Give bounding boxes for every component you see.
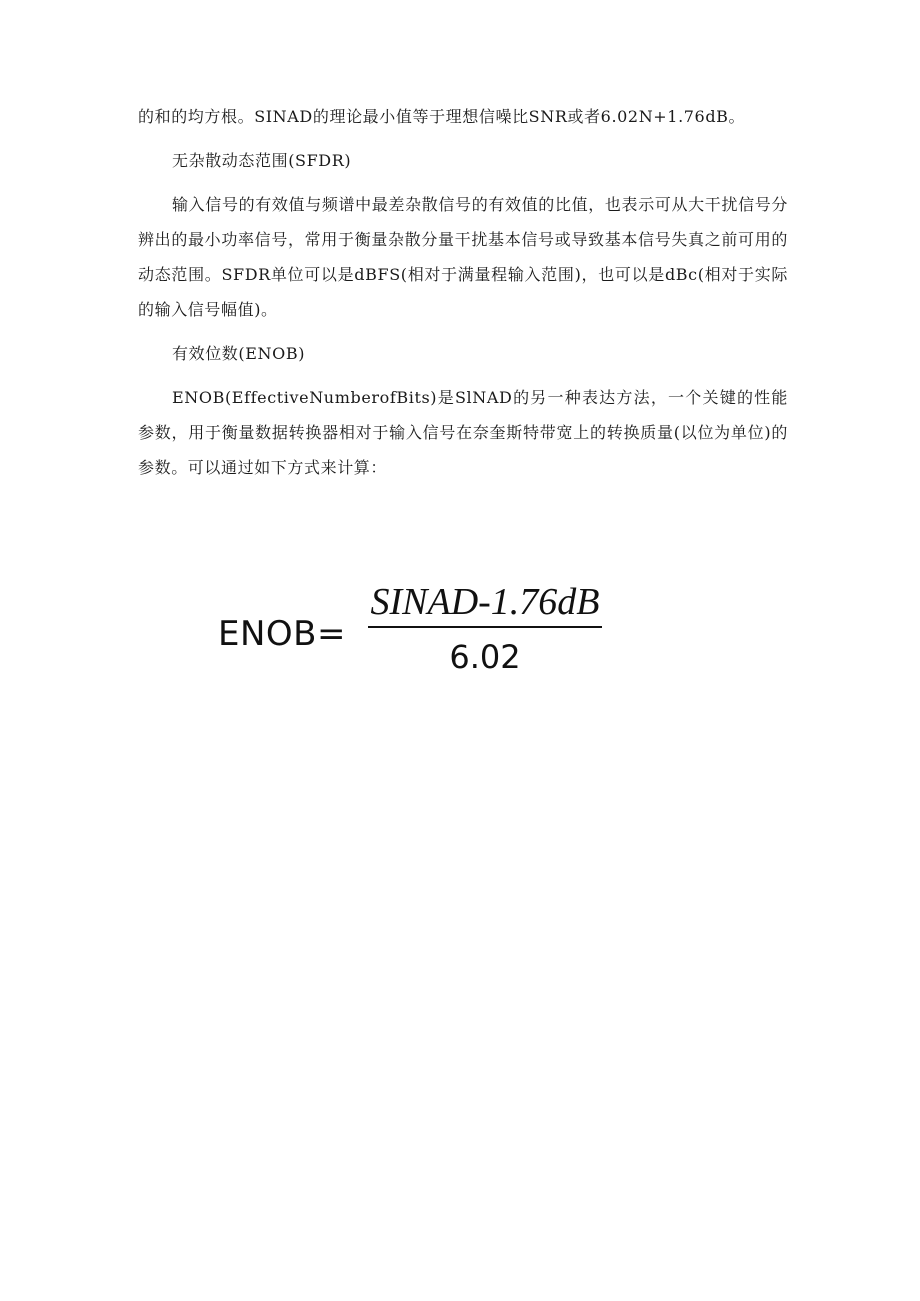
heading-enob: 有效位数(ENOB) [172, 344, 306, 363]
formula-denominator: 6.02 [449, 638, 521, 676]
document-body [138, 99, 788, 494]
paragraph-sfdr: 输入信号的有效值与频谱中最差杂散信号的有效值的比值，也表示可从大干扰信号分辨出的最小功率信号，常用于衡量杂散分量干扰基本信号或导致基本信号失真之前可用的动态范围。SFDR单位可以是dBFS(相对于满量程输入范围)，也可以是dBc(相对于实际的输入信号幅值)。 [138, 195, 788, 319]
formula-numerator: SINAD-1.76dB [370, 581, 600, 623]
enob-formula [218, 580, 638, 690]
paragraph-sinad-end: 的和的均方根。SINAD的理论最小值等于理想信噪比SNR或者6.02N+1.76dB。 [138, 107, 746, 126]
heading-sfdr: 无杂散动态范围(SFDR) [172, 151, 352, 170]
formula-lhs: ENOB= [218, 614, 346, 654]
paragraph-enob: ENOB(EffectiveNumberofBits)是SlNAD的另一种表达方法，一个关键的性能参数，用于衡量数据转换器相对于输入信号在奈奎斯特带宽上的转换质量(以位为单位)的参数。可以通过如下方式来计算： [138, 388, 788, 477]
fraction-bar [368, 626, 602, 628]
